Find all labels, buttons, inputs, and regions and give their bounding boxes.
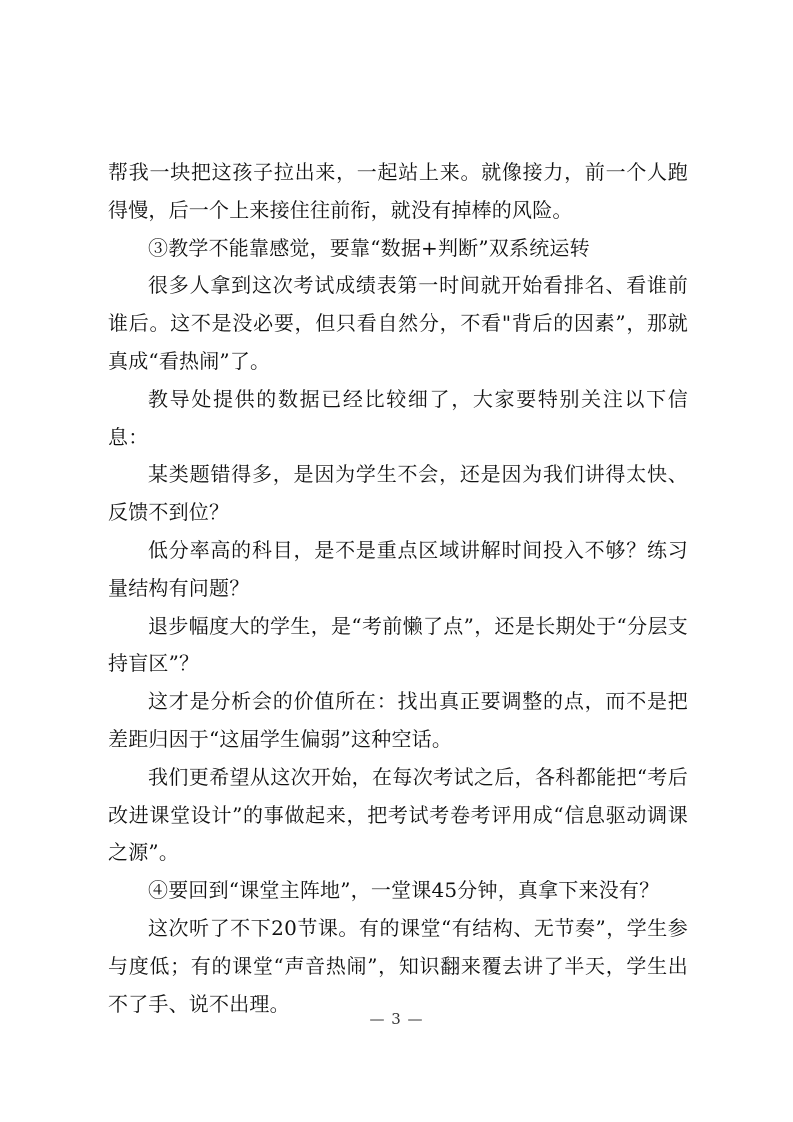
paragraph-9: 我们更希望从这次开始，在每次考试之后，各科都能把“考后改进课堂设计”的事做起来，把考试考卷考评用成“信息驱动调课之源”。	[108, 764, 688, 865]
question-3: 退步幅度大的学生，是“考前懒了点”，还是长期处于“分层支持盲区”？	[108, 613, 688, 676]
section-heading-4: ④要回到“课堂主阵地”，一堂课45分钟，真拿下来没有？	[148, 878, 660, 903]
question-1: 某类题错得多，是因为学生不会，还是因为我们讲得太快、反馈不到位？	[108, 462, 688, 525]
paragraph-4: 教导处提供的数据已经比较细了，大家要特别关注以下信息：	[108, 386, 688, 449]
paragraph-1: 帮我一块把这孩子拉出来，一起站上来。就像接力，前一个人跑得慢，后一个上来接住往前衔，就没有掉棒的风险。	[108, 160, 688, 222]
section-heading-3: ③教学不能靠感觉，要靠“数据+判断”双系统运转	[148, 235, 590, 260]
body-text	[108, 154, 688, 1023]
paragraph-8: 这才是分析会的价值所在：找出真正要调整的点，而不是把差距归因于“这届学生偏弱”这种空话。	[108, 689, 688, 751]
paragraph-11: 这次听了不下20节课。有的课堂“有结构、无节奏”，学生参与度低；有的课堂“声音热闹”，知识翻来覆去讲了半天，学生出不了手、说不出理。	[108, 915, 688, 1016]
page-number: — 3 —	[369, 1010, 424, 1028]
question-2: 低分率高的科目，是不是重点区域讲解时间投入不够？练习量结构有问题？	[108, 537, 688, 600]
paragraph-3: 很多人拿到这次考试成绩表第一时间就开始看排名、看谁前谁后。这不是没必要，但只看自然分，不看"背后的因素”，那就真成“看热闹”了。	[108, 273, 688, 373]
